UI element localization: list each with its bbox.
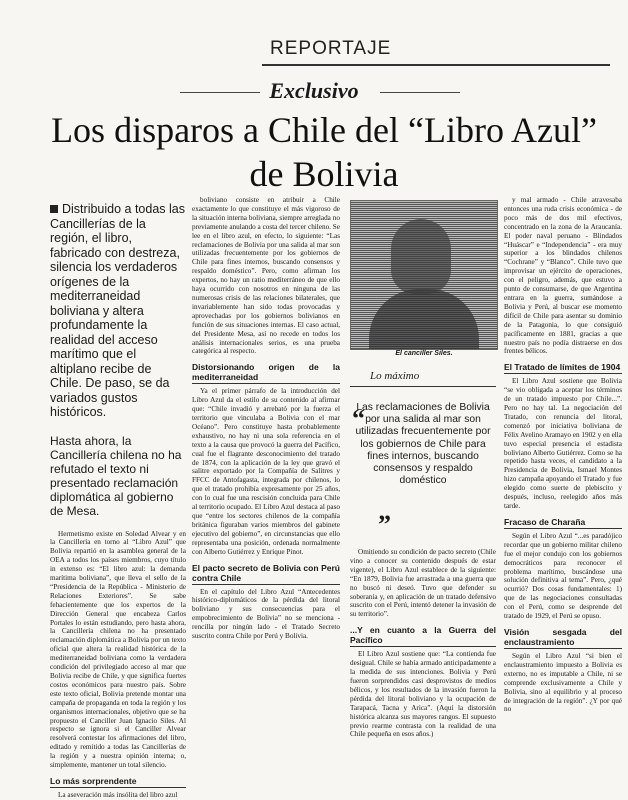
subheading: El pacto secreto de Bolivia con Perú contra Chile bbox=[192, 562, 340, 583]
pull-quote: Las reclamaciones de Bolivia por una salida al mar son utilizadas frecuentemente por los gobiernos de Chile para fines internos, buscando consensos y respaldo doméstico bbox=[355, 402, 491, 487]
column-3 bbox=[350, 548, 496, 800]
kicker: Exclusivo bbox=[269, 78, 359, 103]
open-quote-icon: “ bbox=[352, 404, 365, 433]
body-text: Omitiendo su condición de pacto secreto (Chile vino a conocer su contenido después de estar vigente), el Libro Azul establece de la siguiente: “En 1879, Bolivia fue arrastrada a una guerra que no buscó ni deseó. Tuvo que defender su soberanía y, en aplicación de un tratado defensivo suscrito con el Perú, intentó detener la invasión de su territorio”. bbox=[350, 548, 496, 619]
body-text: y mal armado - Chile atravesaba entonces una ruda crisis económica - de poco más de dos mil efectivos, concentrado en la zona de la Araucanía. El poder naval peruano - Blindados “Huáscar” e “Independencia” - era muy superior a los blindados chilenos “Cochrane” y “Blanco”. Chile tuvo que improvisar un ejército de operaciones, con el peligro, además, que estuvo a punto de consumarse, de que Argentina entrara en la guerra, sumándose a Bolivia y Perú, al buscar ese momento difícil de Chile para asentar su dominio de la Patagonia, lo que consiguió pacíficamente en 1881, gracias a que nuestro país no podía distraerse en dos frentes bélicos. bbox=[504, 196, 622, 356]
summary-1: Distribuido a todas las Cancillerías de la región, el libro, fabricado con destreza, silencia los verdaderos orígenes de la mediterraneidad boliviana y altera profundamente la realidad del acceso marítimo que el altiplano recibe de Chile. De paso, se da variados gustos históricos. bbox=[50, 202, 185, 419]
summary-2: Hasta ahora, la Cancillería chilena no ha refutado el texto ni presentado reclamación diplomática al gobierno de Mesa. bbox=[50, 433, 182, 518]
body-text: Hermetismo existe en Soledad Alvear y en la Cancillería en torno al “Libro Azul” que Bolivia repartió en la asamblea general de la OEA a todos los países miembros, cuyo título in extenso es: “El libro azul: la demanda marítima boliviana”, que lleva el sello de la “Presidencia de la República - Ministerio de Relaciones Exteriores”. Se sabe fehacientemente que los expertos de la Dirección General que encabeza Carlos Portales lo están estudiando, pero hasta ahora, la Cancillería chilena no ha presentado reclamación diplomática a Bolivia por un texto oficial que altera la realidad histórica de la mediterraneidad boliviana como la verdadera condición del privilegiado acceso al mar que Bolivia recibe de Chile, y que significa fuertes costos económicos para nuestro país. Sobre este texto oficial, Bolivia pretende montar una campaña de propaganda en toda la región y los organismos internacionales, objetivo que se ha propuesto el Canciller Juan Ignacio Siles. Al respecto se ignora si el Canciller Alvear resolverá contestar los afirmaciones del libro, editado y remitido a todas las Cancillerías de la región y a nuestra opinión interna; o, simplemente, mantener un total silencio. bbox=[50, 529, 186, 770]
column-2 bbox=[192, 196, 340, 800]
body-text: El Libro Azul sostiene que Bolivia “se vio obligada a aceptar los términos de un tratado impuesto por Chile...”. Pero no hay tal. La negociación del Tratado, con renuncia del litoral, comenzó por iniciativa boliviana de Félix Avelino Aramayo en 1902 y en ella tuvo especial presencia el estadista boliviano Alberto Gutiérrez. Como se ha repetido hasta veces, el candidato a la Presidencia de Bolivia, Ismael Montes hizo campaña apoyando el Tratado y fue elegido como suerte de plebiscito y después, incluso, reelegido años más tarde. bbox=[504, 377, 622, 510]
section-rule bbox=[262, 64, 610, 66]
body-text: boliviano consiste en atribuir a Chile exactamente lo que constituye el más vigoroso de la situación interna boliviana, siempre arreglada no previamente anulando a costa del tercer chileno. Se lee en el libro azul, en efecto, lo siguiente: “Las reclamaciones de Bolivia por una salida al mar son utilizadas frecuentemente por los gobiernos de Chile para fines internos, buscando consensos y respaldo doméstico”. Pero, como afirman los expertos, no hay un ratio mediterráneo de que ello haya ocurrido con nosotros en ninguna de las numerosas crisis de las relaciones bilaterales, que invariablemente han sido todas provocadas y aprovechadas por los gobiernos bolivianos en función de sus situaciones internas. El caso actual, del Presidente Mesa, así no recede en todos los análisis internacionales serios, es una prueba categórica al respecto. bbox=[192, 196, 340, 356]
pull-label: Lo máximo bbox=[370, 370, 420, 382]
headline: Los disparos a Chile del “Libro Azul” de Bolivia bbox=[51, 110, 597, 194]
photo-canciller bbox=[350, 200, 498, 350]
body-text: En el capítulo del Libro Azul “Antecedentes histórico-diplomáticos de la pérdida del litoral boliviano y sus consecuencias para el empobrecimiento de Bolivia” no se menciona - rencilla por ningún lado - el Tratado Secreto suscrito contra Chile por Perú y Bolivia. bbox=[192, 587, 340, 641]
photo-figure-head bbox=[391, 219, 451, 294]
subheading: Lo más sorprendente bbox=[50, 776, 186, 788]
subheading: Visión sesgada del enclaustramiento bbox=[504, 626, 622, 647]
section-label: REPORTAJE bbox=[270, 38, 392, 59]
pull-rule bbox=[350, 386, 496, 387]
column-4 bbox=[504, 196, 622, 800]
body-text: La aseveración más insólita del libro azul bbox=[58, 790, 178, 799]
photo-caption: El canciller Siles. bbox=[395, 350, 453, 357]
close-quote-icon: ” bbox=[378, 510, 391, 539]
subheading: Distorsionando origen de la mediterraneidad bbox=[192, 362, 340, 383]
body-text: Ya el primer párrafo de la introducción del Libro Azul da el estilo de su contenido al afirmar que: “Chile invadió y arrebató por la fuerza el territorio que vinculaba a Bolivia con el mar Océano”. Pero constituye hasta probablemente exhaustivo, no hay ni una sola referencia en el texto a la causa que provocó la guerra del Pacífico, cual fue el flagrante desconocimiento del tratado de 1874, con la aplicación de la ley que gravó el salitre exportado por la Compañía de Salitres y FFCC de Antofagasta, integrada por chilenos, lo que el tratado prohibía expresamente por 25 años, con lo cual fue una rescisión concluida para Chile al territorio ocupado. El Libro Azul destaca al paso que “entre los sectores chilenos de la compañía británica figuraban varios miembros del gabinete ejecutivo del gobierno”, en circunstancias que ello representaba una posición, ordenada normalmente con Alberto Gutiérrez y Enrique Pinot. bbox=[192, 387, 340, 556]
subheading: ...Y en cuanto a la Guerra del Pacífico bbox=[350, 625, 496, 646]
bullet-icon bbox=[50, 205, 58, 213]
body-text: El Libro Azul sostiene que: “La contienda fue desigual. Chile se había armado anticipadamente a la medida de sus intenciones. Bolivia y Perú fueron sorprendidos casi desprovistos de medios bélicos, y los resultados de la invasión fueron la pérdida del litoral boliviano y la ocupación de Tarapacá, Tacna y Arica”. (Aquí la distorsión histórica alcanza sus mayores rangos. El supuesto previo rearme contrasta con la realidad de una Chile pequeña en esos años.) bbox=[350, 650, 496, 739]
photo-figure-body bbox=[369, 289, 479, 349]
body-text: Según el Libro Azul “si bien el enclaustramiento impuesto a Bolivia es externo, no es imputable a Chile, ni se comprende exclusivamente a Chile y Bolivia, sino al equilibrio y al proceso de integración de la región”. ¿Y por qué no bbox=[504, 651, 622, 714]
subheading: El Tratado de límites de 1904 bbox=[504, 362, 621, 373]
body-text: Según el Libro Azul “...es paradójico recordar que un gobierno militar chileno fue el mejor condujo con los gobiernos democráticos para reconocer el problema marítimo, buscándose una solución definitiva al tema”. Pero, ¿qué ocurrió? Dos cosas fundamentales: 1) que de las negociaciones consultadas con el Perú, como se desprende del tratado de 1929, el Perú se opuso. bbox=[504, 531, 622, 621]
subheading: Fracaso de Charaña bbox=[504, 517, 622, 529]
column-1 bbox=[50, 202, 186, 800]
